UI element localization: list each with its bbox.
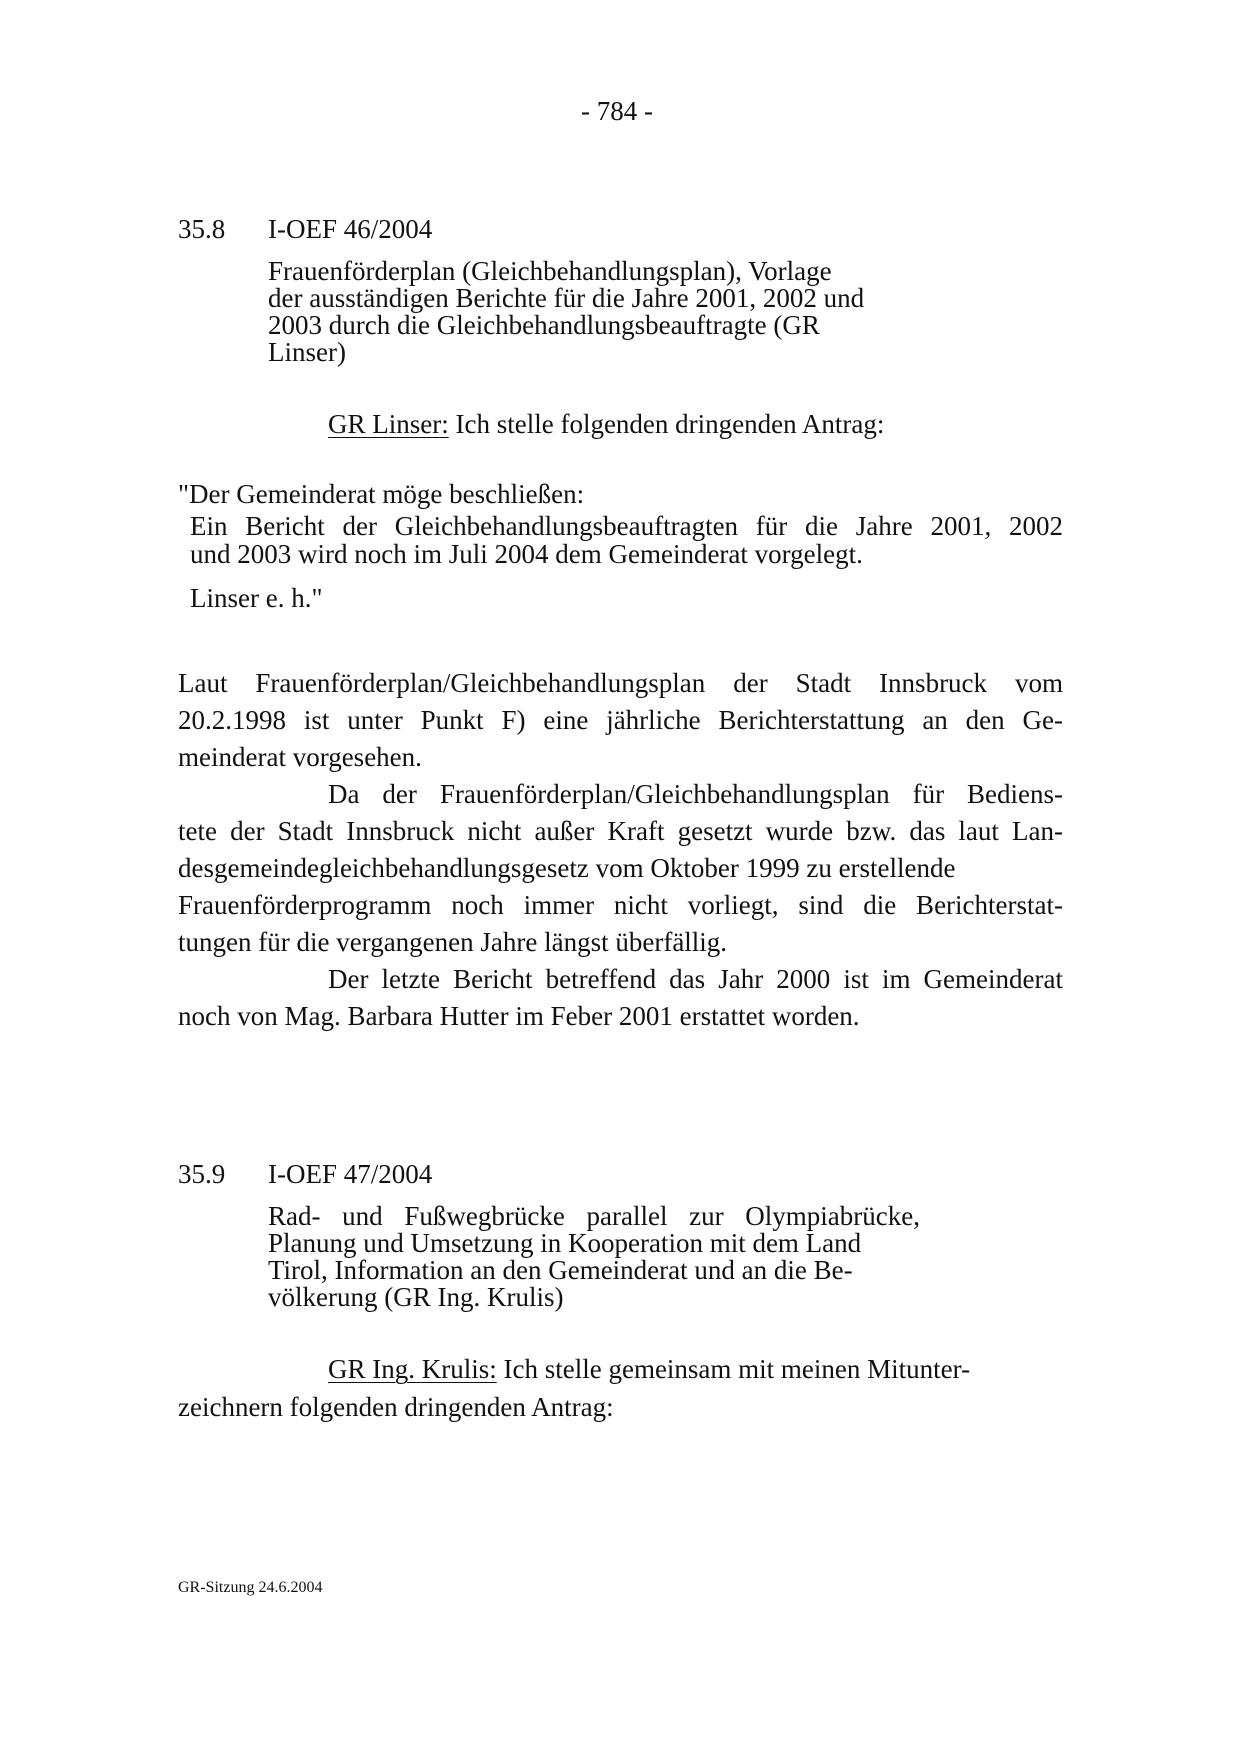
item-number: 35.8 xyxy=(178,214,226,244)
speaker-statement: Ich stelle gemeinsam mit meinen Mitunter- xyxy=(496,1354,971,1384)
signature: Linser e. h." xyxy=(190,583,323,613)
speaker-name: GR Linser: xyxy=(328,409,449,439)
paragraph-line: Da der Frauenförderplan/Gleichbehandlungsplan für Bediens- xyxy=(328,779,1063,809)
title-line: Planung und Umsetzung in Kooperation mit dem Land xyxy=(268,1228,862,1258)
title-line: der ausständigen Berichte für die Jahre 2001, 2002 und xyxy=(268,283,865,313)
paragraph-line: Der letzte Bericht betreffend das Jahr 2000 ist im Gemeinderat xyxy=(328,964,1063,994)
title-line: 2003 durch die Gleichbehandlungsbeauftragte (GR xyxy=(268,310,820,340)
item-code: I-OEF 46/2004 xyxy=(268,214,433,244)
page-number: - 784 - xyxy=(581,96,653,126)
paragraph-line: desgemeindegleichbehandlungsgesetz vom Oktober 1999 zu erstellende xyxy=(178,853,956,883)
item-number: 35.9 xyxy=(178,1159,226,1189)
paragraph-line: 20.2.1998 ist unter Punkt F) eine jährliche Berichterstattung an den Ge- xyxy=(178,705,1063,735)
title-line: Linser) xyxy=(268,337,346,367)
speaker-statement-cont: zeichnern folgenden dringenden Antrag: xyxy=(178,1392,614,1422)
paragraph-line: tete der Stadt Innsbruck nicht außer Kraft gesetzt wurde bzw. das laut Lan- xyxy=(178,816,1063,846)
speaker-line xyxy=(328,406,884,442)
paragraph-line: meinderat vorgesehen. xyxy=(178,742,422,772)
title-line: Tirol, Information an den Gemeinderat und an die Be- xyxy=(268,1255,853,1285)
paragraph-line: noch von Mag. Barbara Hutter im Feber 2001 erstattet worden. xyxy=(178,1001,860,1031)
title-line: Rad- und Fußwegbrücke parallel zur Olympiabrücke, xyxy=(268,1201,920,1231)
paragraph-line: Laut Frauenförderplan/Gleichbehandlungsplan der Stadt Innsbruck vom xyxy=(178,668,1063,698)
speaker-statement: Ich stelle folgenden dringenden Antrag: xyxy=(448,409,885,439)
speaker-name: GR Ing. Krulis: xyxy=(328,1354,497,1384)
paragraph-line: Frauenförderprogramm noch immer nicht vorliegt, sind die Berichterstat- xyxy=(178,890,1063,920)
speaker-line xyxy=(328,1351,970,1387)
item-code: I-OEF 47/2004 xyxy=(268,1159,433,1189)
paragraph-line: tungen für die vergangenen Jahre längst überfällig. xyxy=(178,927,728,957)
motion-intro: "Der Gemeinderat möge beschließen: xyxy=(178,479,585,509)
motion-line: Ein Bericht der Gleichbehandlungsbeauftragten für die Jahre 2001, 2002 xyxy=(190,511,1063,541)
title-line: völkerung (GR Ing. Krulis) xyxy=(268,1282,564,1312)
title-line: Frauenförderplan (Gleichbehandlungsplan), Vorlage xyxy=(268,256,832,286)
footer: GR-Sitzung 24.6.2004 xyxy=(178,1579,323,1596)
motion-line: und 2003 wird noch im Juli 2004 dem Gemeinderat vorgelegt. xyxy=(190,539,863,569)
